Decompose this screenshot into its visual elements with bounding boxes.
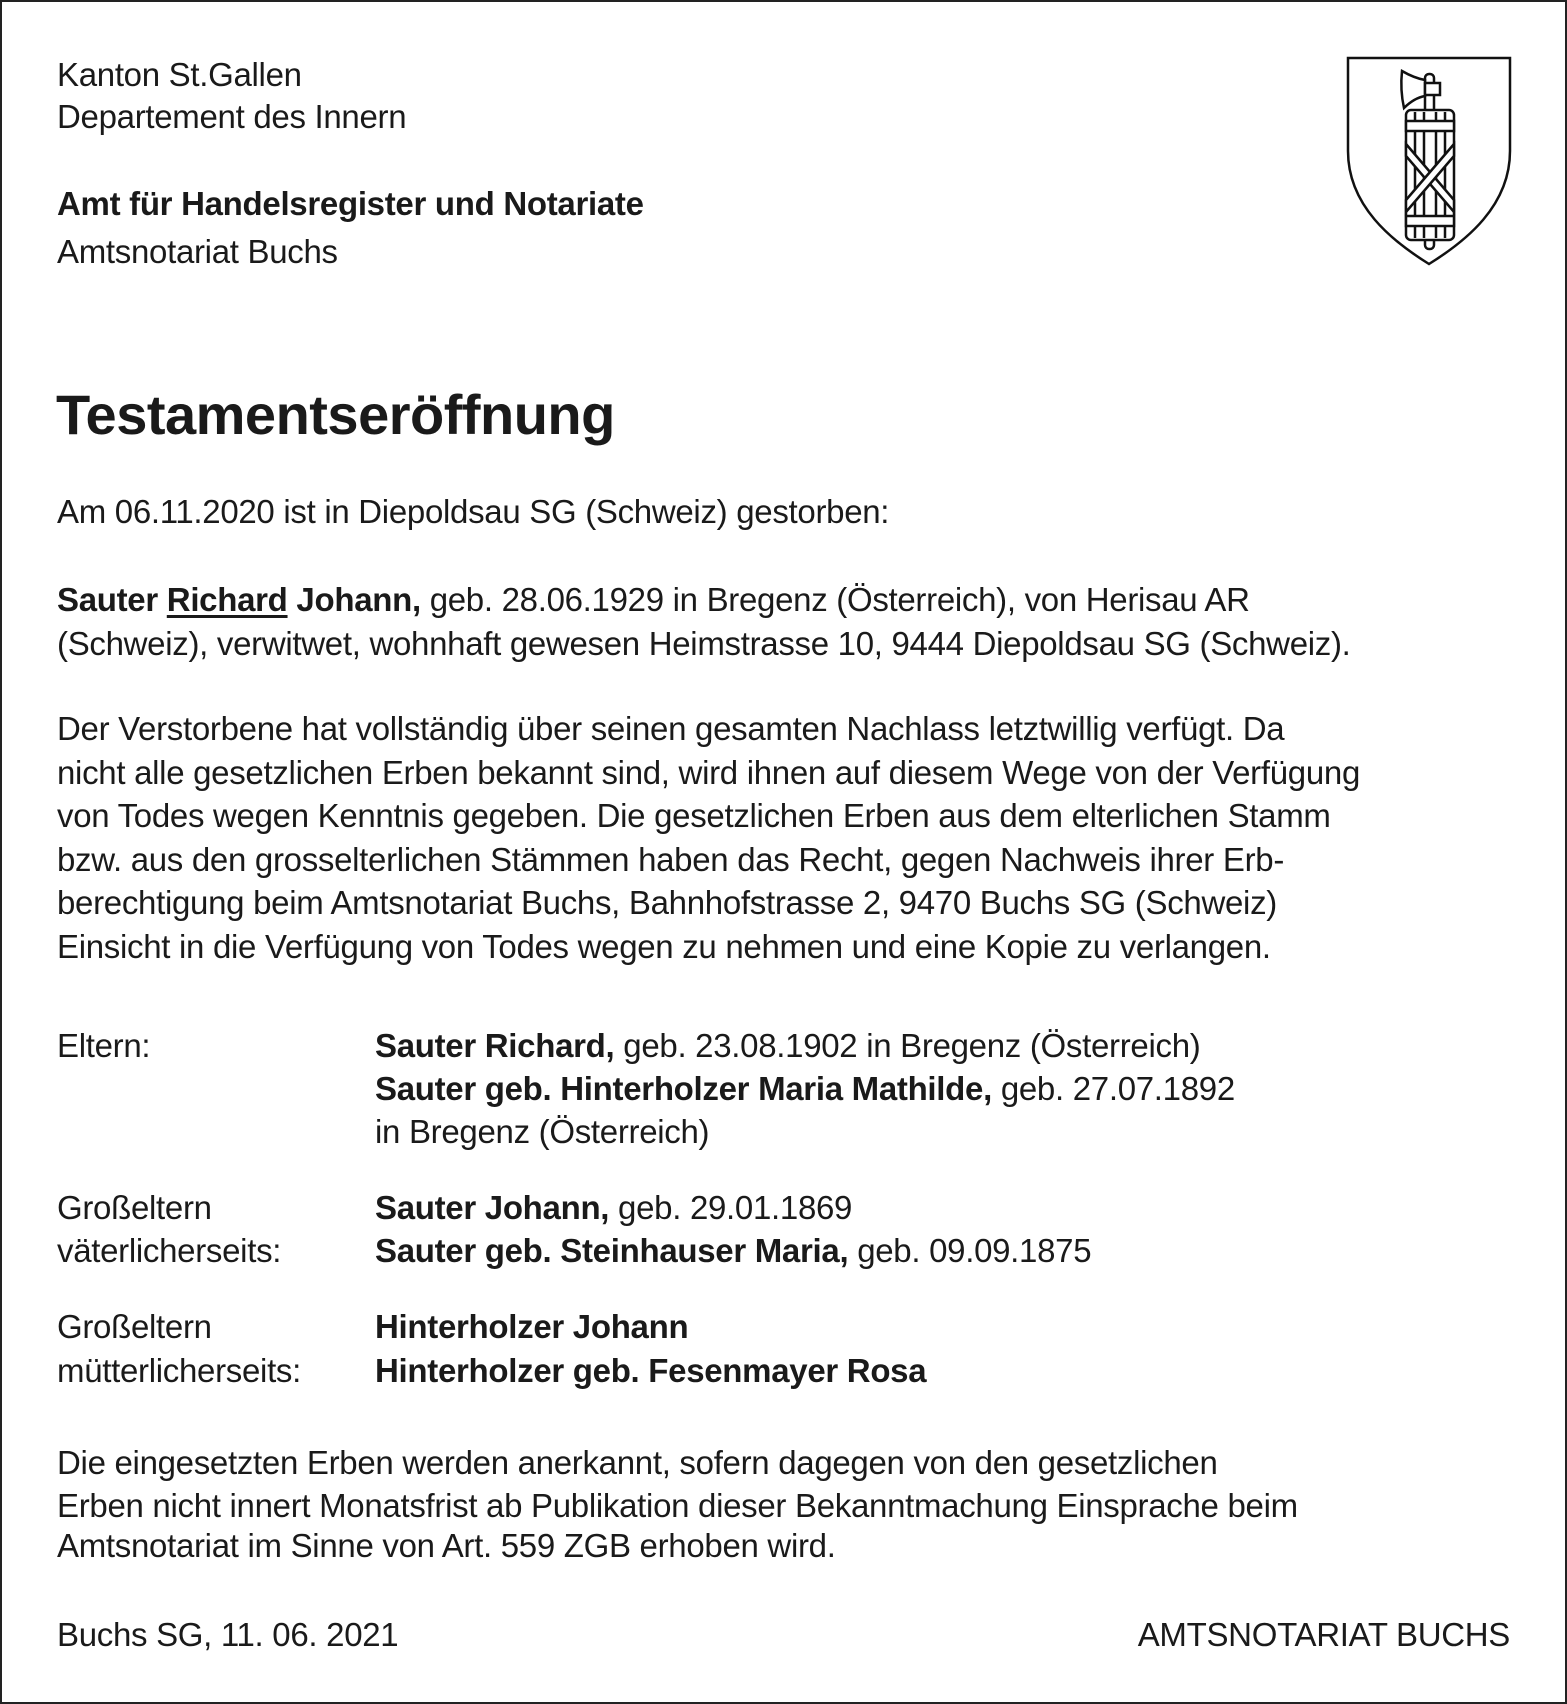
- paragraph-line: Erben nicht innert Monatsfrist ab Publikation dieser Bekanntmachung Einsprache beim: [57, 1487, 1298, 1524]
- maternal-label-1: Großeltern: [57, 1308, 212, 1345]
- page-title: Testamentseröffnung: [56, 383, 615, 446]
- grandparent-maternal-2: Hinterholzer geb. Fesenmayer Rosa: [375, 1352, 927, 1389]
- place-date: Buchs SG, 11. 06. 2021: [57, 1616, 399, 1653]
- deceased-name2: Johann,: [296, 581, 421, 618]
- grandparent-name: Sauter geb. Steinhauser Maria,: [375, 1232, 849, 1269]
- grandparent-name: Sauter Johann,: [375, 1189, 610, 1226]
- grandparent-paternal-2: [375, 1229, 1091, 1272]
- office-name: Amt für Handelsregister und Notariate: [57, 185, 644, 222]
- parent-2-name: Sauter geb. Hinterholzer Maria Mathilde,: [375, 1070, 992, 1107]
- maternal-label-2: mütterlicherseits:: [57, 1352, 302, 1389]
- intro-text: Am 06.11.2020 ist in Diepoldsau SG (Schweiz) gestorben:: [57, 493, 890, 530]
- grandparent-paternal-1: [375, 1186, 852, 1229]
- paragraph-line: Die eingesetzten Erben werden anerkannt, sofern dagegen von den gesetzlichen: [57, 1444, 1218, 1481]
- deceased-callname: Richard: [166, 581, 288, 618]
- deceased-line-2: (Schweiz), verwitwet, wohnhaft gewesen Heimstrasse 10, 9444 Diepoldsau SG (Schweiz).: [57, 625, 1351, 662]
- coat-of-arms-icon: [1346, 56, 1512, 266]
- deceased-surname: Sauter: [57, 581, 158, 618]
- parent-1: [375, 1024, 1200, 1067]
- paragraph-line: von Todes wegen Kenntnis gegeben. Die gesetzlichen Erben aus dem elterlichen Stamm: [57, 797, 1331, 834]
- parent-1-details: geb. 23.08.1902 in Bregenz (Österreich): [614, 1027, 1201, 1064]
- paragraph-line: Amtsnotariat im Sinne von Art. 559 ZGB erhoben wird.: [57, 1527, 836, 1564]
- paragraph-line: berechtigung beim Amtsnotariat Buchs, Bahnhofstrasse 2, 9470 Buchs SG (Schweiz): [57, 884, 1277, 921]
- parents-label: Eltern:: [57, 1027, 151, 1064]
- deceased-details: geb. 28.06.1929 in Bregenz (Österreich), von Herisau AR: [420, 581, 1250, 618]
- grandparent-maternal-1: Hinterholzer Johann: [375, 1308, 689, 1345]
- grandparent-details: geb. 09.09.1875: [848, 1232, 1092, 1269]
- paragraph-line: Einsicht in die Verfügung von Todes wegen zu nehmen und eine Kopie zu verlangen.: [57, 928, 1271, 965]
- suboffice-name: Amtsnotariat Buchs: [57, 233, 338, 270]
- parent-2-details: geb. 27.07.1892: [991, 1070, 1235, 1107]
- signature: AMTSNOTARIAT BUCHS: [1137, 1616, 1510, 1653]
- parent-2: [375, 1067, 1235, 1110]
- deceased-line-1: [57, 578, 1250, 621]
- paternal-label-2: väterlicherseits:: [57, 1232, 282, 1269]
- grandparent-details: geb. 29.01.1869: [609, 1189, 853, 1226]
- parent-2-place: in Bregenz (Österreich): [375, 1113, 710, 1150]
- paragraph-line: nicht alle gesetzlichen Erben bekannt sind, wird ihnen auf diesem Wege von der Verfügung: [57, 754, 1360, 791]
- paragraph-line: Der Verstorbene hat vollständig über seinen gesamten Nachlass letztwillig verfügt. Da: [57, 710, 1285, 747]
- paragraph-line: bzw. aus den grosselterlichen Stämmen haben das Recht, gegen Nachweis ihrer Erb-: [57, 841, 1285, 878]
- paternal-label-1: Großeltern: [57, 1189, 212, 1226]
- parent-1-name: Sauter Richard,: [375, 1027, 615, 1064]
- canton-name: Kanton St.Gallen: [57, 56, 302, 93]
- department-name: Departement des Innern: [57, 98, 407, 135]
